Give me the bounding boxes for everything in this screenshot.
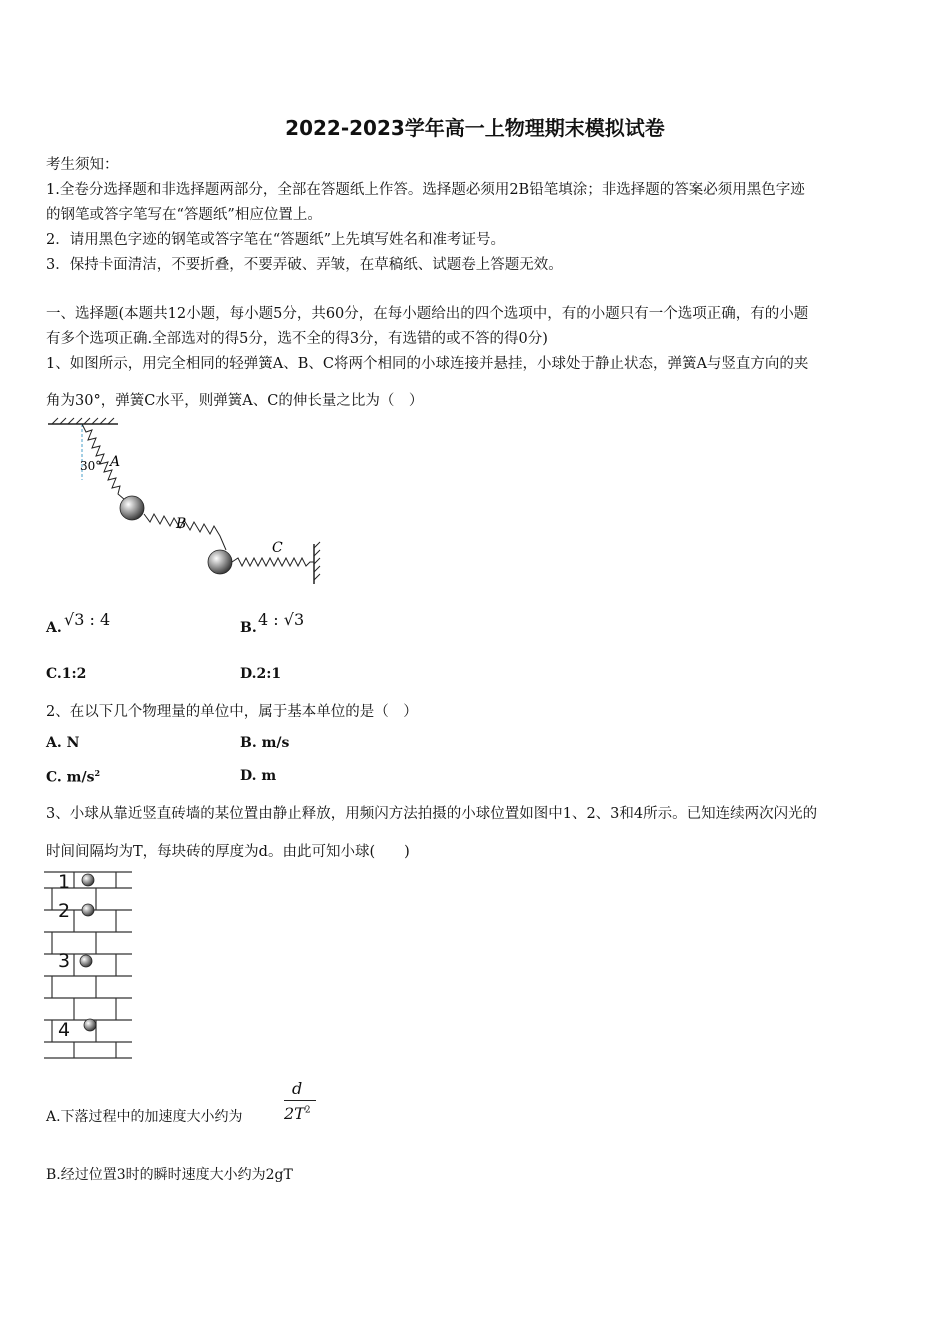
notice-item-2: 2．请用黑色字迹的钢笔或答字笔在“答题纸”上先填写姓名和准考证号。 [46,232,506,248]
ball-position-4 [84,1019,96,1031]
position-label-1: 1 [58,871,71,893]
q2-option-c [46,768,100,786]
fraction-bar [284,1100,316,1101]
angle-label: 30° [80,459,102,473]
question-1-stem: 1、如图所示，用完全相同的轻弹簧A、B、C将两个相同的小球连接并悬挂，小球处于静止状态，弹簧A与竖直方向的夹 [46,356,809,372]
notice-item-3: 3．保持卡面清洁，不要折叠，不要弄破、弄皱，在草稿纸、试题卷上答题无效。 [46,257,563,273]
q3-option-a-numerator: d [292,1079,303,1098]
question-3-stem-cont: 时间间隔均为T，每块砖的厚度为d。由此可知小球( ) [46,844,410,860]
q2-option-c-text: C. m/s [46,769,95,786]
ball-upper [120,496,144,520]
q1-option-d: D.2:1 [240,666,282,682]
ball-position-3 [80,955,92,967]
spring-c-label: C [272,540,283,556]
q1-option-c: C.1:2 [46,666,87,682]
spring-b-label: B [176,516,187,532]
question-2-stem: 2、在以下几个物理量的单位中，属于基本单位的是（ ） [46,704,418,720]
ball-position-1 [82,874,94,886]
spring-a-label: A [110,454,121,470]
q1-option-b-label: B. [240,620,257,636]
q3-option-a-denominator-text: 2T [284,1104,305,1123]
spring-c [232,558,314,566]
q3-option-b: B.经过位置3时的瞬时速度大小约为2gT [46,1167,293,1183]
notice-item-1-cont: 的钢笔或答字笔写在“答题纸”相应位置上。 [46,207,322,223]
q3-option-a-denominator-sup: 2 [304,1105,311,1116]
q2-option-a: A. N [46,735,80,751]
section-intro-cont: 有多个选项正确.全部选对的得5分，选不全的得3分，有选错的或不答的得0分) [46,331,548,347]
position-label-3: 3 [58,950,71,972]
ball-lower [208,550,232,574]
q1-option-a-label: A. [46,620,62,636]
ball-position-2 [82,904,94,916]
q2-option-c-sup: 2 [94,768,101,778]
position-label-4: 4 [58,1019,71,1041]
q1-option-b-value: 4 : √3 [258,610,305,629]
brick-wall-figure [44,870,136,1062]
question-3-stem: 3、小球从靠近竖直砖墙的某位置由静止释放，用频闪方法拍摄的小球位置如图中1、2、3和4所示。已知连续两次闪光的 [46,806,818,822]
section-intro: 一、选择题(本题共12小题，每小题5分，共60分，在每小题给出的四个选项中，有的小题只有一个选项正确，有的小题 [46,306,809,322]
q2-option-d: D. m [240,768,277,784]
page-title: 2022-2023学年高一上物理期末模拟试卷 [285,116,665,140]
question-1-stem-cont: 角为30°，弹簧C水平，则弹簧A、C的伸长量之比为（ ） [46,393,424,409]
q3-option-a-denominator [284,1104,311,1123]
notice-item-1: 1.全卷分选择题和非选择题两部分，全部在答题纸上作答。选择题必须用2B铅笔填涂；非选择题的答案必须用黑色字迹 [46,182,805,198]
q1-option-a-value: √3 : 4 [64,610,111,629]
q2-option-b: B. m/s [240,735,290,751]
position-label-2: 2 [58,900,71,922]
q3-option-a-text: A.下落过程中的加速度大小约为 [46,1109,243,1125]
spring-ball-figure [40,418,330,588]
notice-heading: 考生须知： [46,157,119,173]
